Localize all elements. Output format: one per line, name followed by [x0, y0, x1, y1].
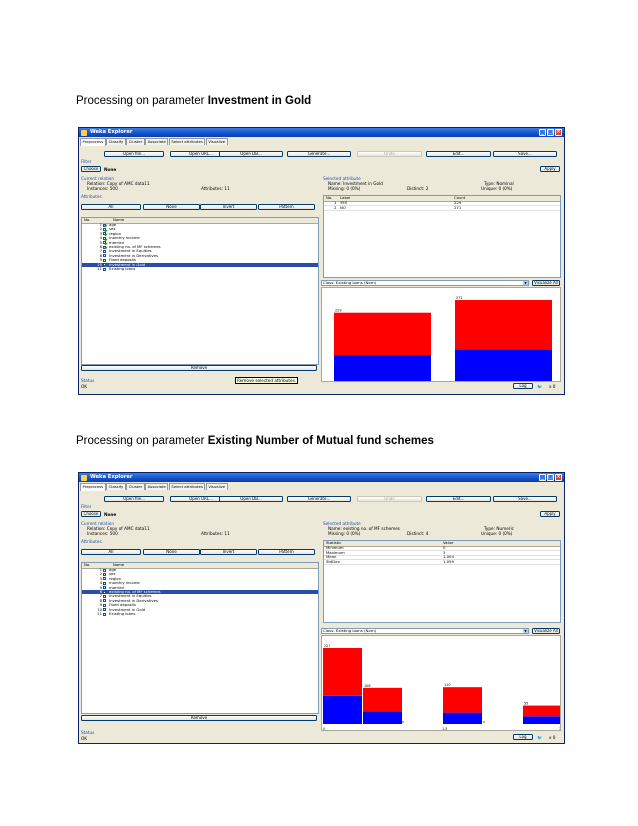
selected-attribute-missing: Missing: 0 (0%) — [328, 531, 361, 536]
attribute-checkbox[interactable] — [103, 241, 106, 244]
bar-segment — [334, 313, 431, 355]
status-label: Status — [81, 730, 95, 735]
selected-attribute-distinct: Distinct: 4 — [407, 531, 429, 536]
tab-bar — [80, 138, 228, 145]
filter-value: None — [104, 512, 117, 517]
info-table-cell: 0 — [443, 545, 446, 550]
attribute-name: existing no. of MF schemes — [109, 244, 161, 249]
attribute-number: 7 — [99, 593, 102, 599]
pattern-button[interactable]: Pattern — [258, 549, 315, 555]
attribute-number: 9 — [99, 602, 102, 608]
attribute-number: 9 — [99, 257, 102, 263]
relation-name: Relation: Copy of AMC data11 — [87, 181, 150, 186]
zero-marker: 0 — [402, 720, 404, 724]
current-relation-label: Current relation — [81, 521, 115, 526]
choose-button[interactable]: Choose — [81, 511, 101, 517]
title-bar — [79, 128, 564, 137]
bar-segment — [523, 716, 561, 724]
attribute-number: 11 — [97, 266, 102, 271]
instances-count: Instances: 500 — [87, 531, 118, 536]
tab-associate[interactable]: Associate — [145, 483, 168, 490]
info-table-cell: NO — [340, 204, 346, 210]
attribute-number: 1 — [99, 567, 102, 572]
remove-button[interactable]: Remove — [81, 365, 317, 371]
info-table-cell: StdDev — [326, 558, 340, 564]
attribute-checkbox[interactable] — [103, 591, 106, 594]
selected-attribute-label: Selected attribute — [323, 521, 361, 526]
selected-attribute-distinct: Distinct: 2 — [407, 186, 429, 191]
attribute-checkbox[interactable] — [103, 613, 106, 616]
info-table-cell: 1.004 — [443, 554, 454, 559]
filter-label: Filter — [81, 504, 92, 509]
attribute-list — [81, 562, 319, 714]
info-table-column-header: Count — [454, 195, 466, 200]
col-name-header: Name — [113, 562, 125, 567]
bar-segment — [334, 355, 431, 382]
attribute-info-table — [323, 195, 561, 278]
filter-label: Filter — [81, 159, 92, 164]
bar-segment — [323, 696, 362, 724]
info-table-column-header: Value — [443, 540, 454, 545]
attribute-number: 5 — [99, 239, 102, 245]
tab-preprocess[interactable]: Preprocess — [80, 483, 106, 491]
info-table-cell: Minimum — [326, 545, 344, 550]
section-heading — [76, 435, 434, 447]
attribute-name: monthly income — [109, 580, 140, 586]
generate-button[interactable]: Generate... — [287, 496, 351, 502]
minimize-icon[interactable]: _ — [539, 129, 546, 136]
open-url-button[interactable]: Open URL... — [170, 496, 232, 502]
attribute-name: Existing loans — [109, 266, 136, 271]
invert-button[interactable]: Invert — [200, 204, 257, 210]
attribute-checkbox[interactable] — [103, 224, 106, 227]
open-file-button[interactable]: Open file... — [104, 151, 164, 157]
attribute-name: existing no. of MF schemes — [109, 589, 161, 594]
bar-value-label: 271 — [456, 296, 463, 300]
attribute-number: 11 — [97, 611, 102, 616]
edit-button[interactable]: Edit... — [426, 151, 491, 157]
attribute-checkbox[interactable] — [103, 259, 106, 262]
selected-attribute-unique: Unique: 0 (0%) — [481, 186, 513, 191]
col-name-header: Name — [113, 217, 125, 222]
section-heading — [76, 95, 311, 107]
attribute-checkbox[interactable] — [103, 250, 106, 253]
bar-value-label: 229 — [335, 308, 342, 313]
undo-button[interactable]: Undo — [357, 496, 422, 502]
attribute-row[interactable] — [82, 612, 318, 616]
info-table-cell: 1 — [334, 200, 337, 205]
selected-attribute-name: Name: existing no. of MF schemes — [328, 526, 400, 531]
attribute-list — [81, 217, 319, 365]
open-file-button[interactable]: Open file... — [104, 496, 164, 502]
attribute-checkbox[interactable] — [103, 608, 106, 611]
chart-svg — [322, 288, 561, 382]
window-title: Weka Explorer — [90, 474, 133, 480]
bar-value-label: 108 — [364, 683, 371, 688]
attribute-checkbox[interactable] — [103, 604, 106, 607]
bar-value-label: 110 — [444, 683, 451, 688]
tab-visualize[interactable]: Visualize — [206, 483, 228, 490]
attribute-number: 2 — [99, 226, 102, 232]
none-button[interactable]: None — [143, 204, 200, 210]
tab-select-attributes[interactable]: Select attributes — [169, 483, 205, 490]
all-button[interactable]: All — [81, 204, 141, 210]
attribute-number: 3 — [99, 230, 102, 236]
maximize-icon[interactable]: □ — [548, 474, 553, 480]
attribute-name: Fixed deposits — [109, 602, 137, 608]
attribute-checkbox[interactable] — [103, 577, 106, 580]
selected-attribute-name: Name: Investment in Gold — [328, 181, 383, 186]
attribute-row[interactable] — [82, 267, 318, 271]
selected-attribute-label: Selected attribute — [323, 176, 361, 181]
attribute-name: Investment in Equities — [109, 593, 152, 599]
apply-button[interactable]: Apply — [540, 166, 560, 172]
attribute-checkbox[interactable] — [103, 232, 106, 235]
current-relation-label: Current relation — [81, 176, 115, 181]
bar-segment — [363, 688, 402, 711]
attribute-checkbox[interactable] — [103, 263, 106, 266]
col-no-header: No. — [84, 562, 91, 567]
choose-button[interactable]: Choose — [81, 166, 101, 172]
attributes-count: Attributes: 11 — [201, 531, 230, 536]
tab-classify[interactable]: Classify — [106, 138, 126, 145]
attribute-checkbox[interactable] — [103, 595, 106, 598]
attribute-name: sex — [109, 226, 116, 232]
attribute-checkbox[interactable] — [103, 228, 106, 231]
heading-parameter: Existing Number of Mutual fund schemes — [207, 435, 434, 447]
bar-value-label: 227 — [324, 644, 331, 648]
save-button[interactable]: Save... — [493, 151, 557, 157]
remove-button[interactable]: Remove — [81, 715, 317, 721]
generate-button[interactable]: Generate... — [287, 151, 351, 157]
info-table-cell: 271 — [454, 204, 462, 210]
weka-explorer-window — [78, 472, 565, 744]
attribute-number: 10 — [97, 606, 102, 612]
info-table-row — [324, 560, 560, 565]
info-table-row — [324, 206, 560, 211]
open-db-button[interactable]: Open DB... — [219, 151, 283, 157]
task-count: x 0 — [549, 384, 556, 389]
close-icon[interactable]: × — [556, 129, 561, 135]
attribute-checkbox[interactable] — [103, 237, 106, 240]
visualize-all-button[interactable]: Visualize All — [532, 628, 560, 634]
attribute-number: 4 — [99, 235, 102, 241]
tab-cluster[interactable]: Cluster — [126, 138, 144, 145]
attribute-checkbox[interactable] — [103, 246, 106, 249]
chevron-down-icon[interactable]: ▼ — [524, 629, 527, 633]
class-distribution-chart — [321, 635, 561, 731]
bar-segment — [443, 713, 482, 724]
apply-button[interactable]: Apply — [540, 511, 560, 517]
attribute-name: region — [109, 575, 122, 581]
tooltip: Remove selected attributes. — [237, 378, 297, 383]
attributes-label: Attributes — [81, 539, 102, 544]
attribute-number: 2 — [99, 571, 102, 577]
zero-marker: 0 — [483, 720, 485, 724]
attribute-name: sex — [109, 571, 116, 577]
log-button[interactable]: Log — [513, 383, 533, 389]
attribute-name: Fixed deposits — [109, 257, 137, 263]
attribute-number: 6 — [99, 589, 102, 594]
info-table-column-header: Label — [340, 195, 351, 200]
attribute-name: Investment in Gold — [109, 261, 146, 267]
info-table-column-header: Statistic — [326, 540, 342, 545]
weka-bird-status-icon: 🐦 — [537, 384, 543, 389]
attribute-checkbox[interactable] — [103, 582, 106, 585]
attribute-name: Investment in Gold — [109, 606, 146, 612]
tab-cluster[interactable]: Cluster — [126, 483, 144, 490]
tab-classify[interactable]: Classify — [106, 483, 126, 490]
attribute-name: Investment in Derivatives — [109, 252, 158, 258]
open-url-button[interactable]: Open URL... — [170, 151, 232, 157]
attribute-number: 4 — [99, 580, 102, 586]
attribute-checkbox[interactable] — [103, 573, 106, 576]
attribute-number: 3 — [99, 575, 102, 581]
status-value: OK — [81, 384, 88, 389]
chart-svg — [322, 636, 561, 731]
class-select-value: Class: Existing loans (Nom) — [323, 628, 377, 633]
tab-preprocess[interactable]: Preprocess — [80, 138, 106, 146]
info-table-column-header: No. — [326, 195, 333, 200]
bar-segment — [455, 300, 552, 349]
instances-count: Instances: 500 — [87, 186, 118, 191]
attribute-name: Existing loans — [109, 611, 136, 616]
close-icon[interactable]: × — [556, 474, 561, 480]
log-button[interactable]: Log — [513, 734, 533, 740]
info-table-cell: 229 — [454, 200, 462, 205]
selected-attribute-unique: Unique: 0 (0%) — [481, 531, 513, 536]
undo-button[interactable]: Undo — [357, 151, 422, 157]
x-tick-label: 0 — [323, 727, 326, 731]
all-button[interactable]: All — [81, 549, 141, 555]
status-label: Status — [81, 378, 95, 383]
class-distribution-chart — [321, 287, 561, 382]
bar-segment — [323, 648, 362, 696]
weka-bird-icon — [81, 475, 87, 481]
attribute-number: 7 — [99, 248, 102, 254]
task-count: x 0 — [549, 735, 556, 740]
bar-value-label: 55 — [524, 701, 529, 706]
heading-parameter: Investment in Gold — [207, 95, 312, 107]
attribute-name: age — [109, 222, 117, 227]
open-db-button[interactable]: Open DB... — [219, 496, 283, 502]
tab-select-attributes[interactable]: Select attributes — [169, 138, 205, 145]
chevron-down-icon[interactable]: ▼ — [524, 281, 527, 285]
attribute-number: 10 — [97, 261, 102, 267]
selected-attribute-type: Type: Nominal — [484, 181, 514, 186]
filter-value: None — [104, 167, 117, 172]
save-button[interactable]: Save... — [493, 496, 557, 502]
tab-associate[interactable]: Associate — [145, 138, 168, 145]
x-tick-label: 1.5 — [442, 727, 448, 731]
info-table-cell: 1.059 — [443, 558, 454, 564]
heading-prefix: Processing on parameter — [76, 95, 208, 107]
selected-attribute-type: Type: Numeric — [484, 526, 514, 531]
attribute-name: age — [109, 567, 117, 572]
class-select[interactable] — [321, 280, 529, 286]
relation-name: Relation: Copy of AMC data11 — [87, 526, 150, 531]
attribute-name: Investment in Derivatives — [109, 597, 158, 603]
tab-visualize[interactable]: Visualize — [206, 138, 228, 145]
bar-segment — [523, 706, 561, 717]
attributes-count: Attributes: 11 — [201, 186, 230, 191]
info-table-cell: Maximum — [326, 549, 345, 555]
class-select-value: Class: Existing loans (Nom) — [323, 280, 377, 285]
maximize-icon[interactable]: □ — [548, 129, 553, 135]
attribute-name: married — [109, 239, 124, 245]
selected-attribute-missing: Missing: 0 (0%) — [328, 186, 361, 191]
bar-segment — [443, 687, 482, 712]
attribute-name: Investment in Equities — [109, 248, 152, 254]
attribute-name: region — [109, 230, 122, 236]
info-table-cell: YES — [340, 200, 348, 205]
attribute-number: 8 — [99, 252, 102, 258]
window-title: Weka Explorer — [90, 129, 133, 135]
visualize-all-button[interactable]: Visualize All — [532, 280, 560, 286]
attribute-name: monthly income — [109, 235, 140, 241]
attribute-name: married — [109, 584, 124, 590]
attribute-number: 8 — [99, 597, 102, 603]
attribute-checkbox[interactable] — [103, 254, 106, 257]
attribute-checkbox[interactable] — [103, 599, 106, 602]
attribute-number: 1 — [99, 222, 102, 227]
invert-button[interactable]: Invert — [200, 549, 257, 555]
weka-explorer-window — [78, 127, 565, 395]
x-tick-label: 3 — [559, 727, 561, 731]
info-table-cell: Mean — [326, 554, 337, 559]
col-no-header: No. — [84, 217, 91, 222]
attribute-number: 6 — [99, 244, 102, 249]
attribute-info-table — [323, 540, 561, 623]
edit-button[interactable]: Edit... — [426, 496, 491, 502]
attribute-checkbox[interactable] — [103, 569, 106, 572]
title-bar — [79, 473, 564, 482]
weka-bird-status-icon: 🐦 — [537, 735, 543, 740]
none-button[interactable]: None — [143, 549, 200, 555]
heading-prefix: Processing on parameter — [76, 435, 208, 447]
attribute-checkbox[interactable] — [103, 586, 106, 589]
attribute-number: 5 — [99, 584, 102, 590]
pattern-button[interactable]: Pattern — [258, 204, 315, 210]
bar-segment — [363, 711, 402, 724]
tab-bar — [80, 483, 228, 490]
info-table-cell: 2 — [334, 204, 337, 210]
minimize-icon[interactable]: _ — [539, 474, 546, 481]
attributes-label: Attributes — [81, 194, 102, 199]
attribute-checkbox[interactable] — [103, 268, 106, 271]
class-select[interactable] — [321, 628, 529, 634]
weka-bird-icon — [81, 130, 87, 136]
bar-segment — [455, 349, 552, 382]
info-table-cell: 3 — [443, 549, 446, 555]
status-value: OK — [81, 736, 88, 741]
